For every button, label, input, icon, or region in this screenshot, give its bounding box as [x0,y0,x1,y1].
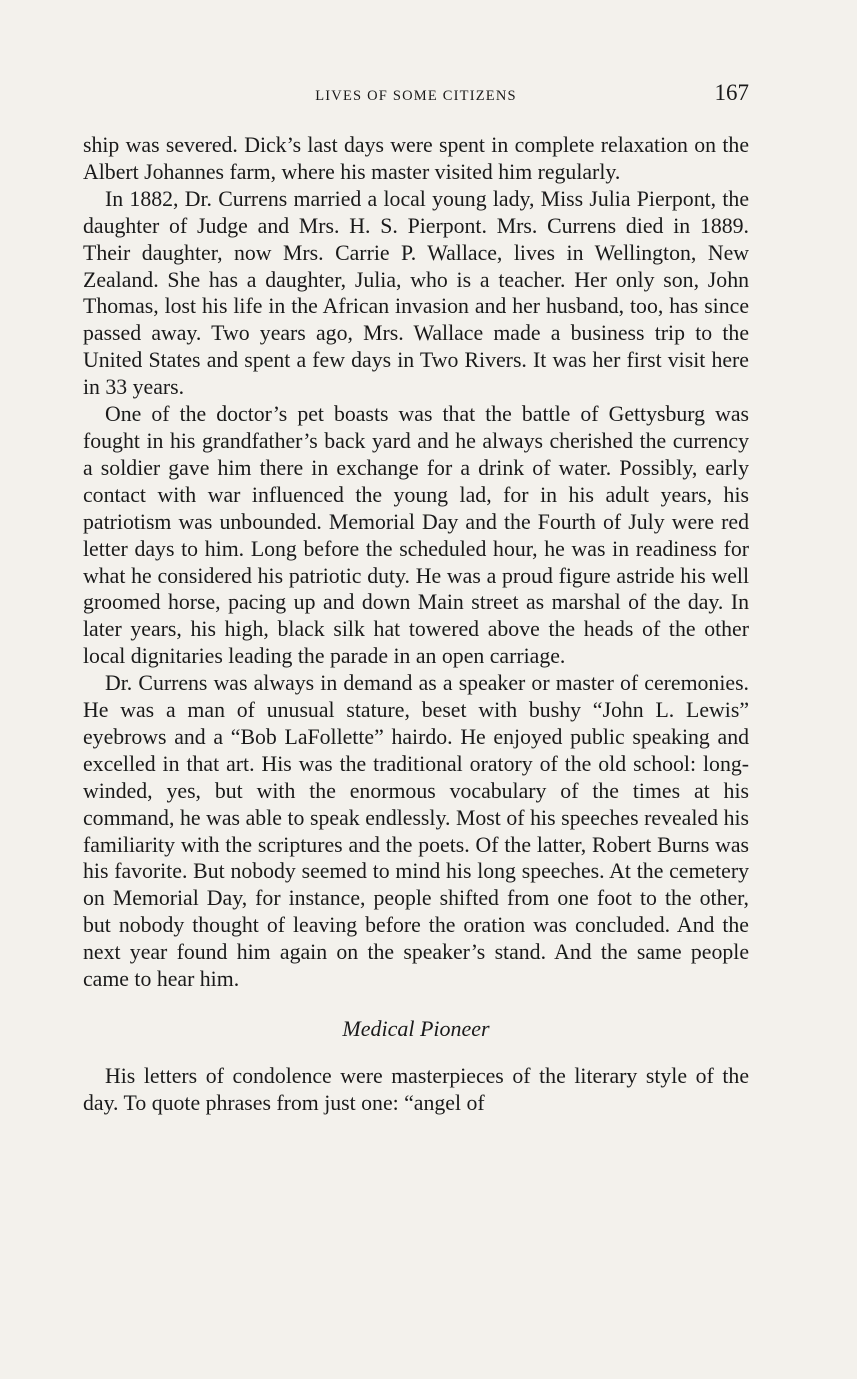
paragraph: ship was severed. Dick’s last days were spent in complete relaxation on the Albert Johannes farm, where his master visited him regularly. [83,133,749,184]
page-header [83,80,749,116]
page-number: 167 [714,80,749,105]
section-heading: Medical Pioneer [342,1016,490,1041]
running-head: LIVES OF SOME CITIZENS [315,88,517,104]
paragraph: Dr. Currens was always in demand as a speaker or master of ceremonies. He was a man of unusual stature, beset with bushy “John L. Lewis” eyebrows and a “Bob LaFollette” hairdo. He enjoyed public speaking and excelled in that art. His was the traditional oratory of the old school: long-winded, yes, but with the enormous vocabulary of the times at his command, he was able to speak endlessly. Most of his speeches revealed his familiarity with the scriptures and the poets. Of the latter, Robert Burns was his favorite. But nobody seemed to mind his long speeches. At the cemetery on Memorial Day, for instance, people shifted from one foot to the other, but nobody thought of leaving before the oration was concluded. And the next year found him again on the speaker’s stand. And the same people came to hear him. [83,671,749,992]
body-text [83,132,749,1117]
paragraph: In 1882, Dr. Currens married a local young lady, Miss Julia Pierpont, the daughter of Judge and Mrs. H. S. Pierpont. Mrs. Currens died in 1889. Their daughter, now Mrs. Carrie P. Wallace, lives in Wellington, New Zealand. She has a daughter, Julia, who is a teacher. Her only son, John Thomas, lost his life in the African invasion and her husband, too, has since passed away. Two years ago, Mrs. Wallace made a business trip to the United States and spent a few days in Two Rivers. It was her first visit here in 33 years. [83,186,749,400]
book-page [83,80,749,1117]
paragraph: His letters of condolence were masterpieces of the literary style of the day. To quote phrases from just one: “angel of [83,1064,749,1115]
paragraph: One of the doctor’s pet boasts was that the battle of Gettysburg was fought in his grandfather’s back yard and he always cherished the currency a soldier gave him there in exchange for a drink of water. Possibly, early contact with war influenced the young lad, for in his adult years, his patriotism was unbounded. Memorial Day and the Fourth of July were red letter days to him. Long before the scheduled hour, he was in readiness for what he considered his patriotic duty. He was a proud figure astride his well groomed horse, pacing up and down Main street as marshal of the day. In later years, his high, black silk hat towered above the heads of the other local dignitaries leading the parade in an open carriage. [83,402,749,669]
